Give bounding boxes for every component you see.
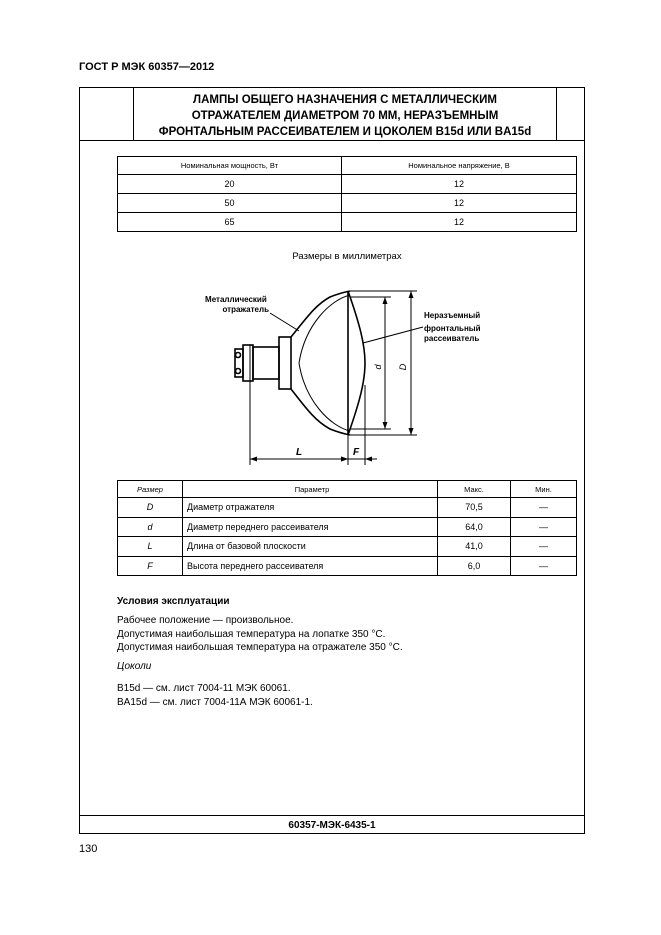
table-cell: L: [118, 537, 183, 557]
label-line: Металлический: [205, 295, 267, 304]
page-number: 130: [79, 843, 98, 855]
table-cell: 12: [342, 194, 577, 213]
document-header: ГОСТ Р МЭК 60357—2012: [79, 61, 215, 73]
table-cell: —: [511, 556, 577, 576]
text-line: Допустимая наибольшая температура на лопатке 350 °С.: [117, 628, 386, 640]
table-cell: Высота переднего рассеивателя: [183, 556, 438, 576]
title-line: ОТРАЖАТЕЛЕМ ДИАМЕТРОМ 70 ММ, НЕРАЗЪЕМНЫМ: [191, 110, 499, 122]
front-diffuser: [348, 291, 365, 435]
dimension-label-D: D: [398, 363, 408, 371]
sheet-code: 60357-МЭК-6435-1: [288, 820, 376, 831]
label-line: рассеиватель: [424, 334, 480, 343]
text-line: BA15d — см. лист 7004-11А МЭК 60061-1.: [117, 696, 313, 708]
text-line: Рабочее положение — произвольное.: [117, 615, 294, 626]
label-line: отражатель: [222, 305, 269, 314]
table-cell: Диаметр переднего рассеивателя: [183, 517, 438, 537]
table-cell: F: [118, 556, 183, 576]
column-header: Номинальное напряжение, В: [342, 157, 577, 175]
sockets-text: [117, 682, 313, 709]
dimensions-caption: Размеры в миллиметрах: [292, 251, 402, 262]
table-cell: 12: [342, 175, 577, 194]
table-cell: 6,0: [438, 556, 511, 576]
table-cell: 20: [118, 175, 342, 194]
frame-divider: [80, 815, 584, 816]
reflector-outline: [291, 291, 350, 435]
lamp-diagram: [195, 285, 495, 470]
column-header: Макс.: [438, 481, 511, 498]
table-header-row: [118, 481, 577, 498]
label-line: Неразъемный: [424, 311, 481, 320]
dimension-label-F: F: [352, 447, 360, 458]
parameters-table: [117, 480, 577, 576]
reflector-label: [205, 295, 269, 314]
power-table: [117, 156, 577, 232]
table-cell: D: [118, 498, 183, 518]
table-row: [118, 213, 577, 232]
reflector-inner: [299, 295, 350, 431]
text-line: B15d — см. лист 7004-11 МЭК 60061.: [117, 683, 291, 694]
table-cell: —: [511, 517, 577, 537]
title-line: ЛАМПЫ ОБЩЕГО НАЗНАЧЕНИЯ С МЕТАЛЛИЧЕСКИМ: [193, 94, 497, 106]
lamp-socket: [235, 337, 291, 389]
column-header: Параметр: [183, 481, 438, 498]
sockets-heading: Цоколи: [117, 661, 152, 672]
table-row: [118, 498, 577, 518]
table-row: [118, 517, 577, 537]
table-row: [118, 194, 577, 213]
table-cell: Длина от базовой плоскости: [183, 537, 438, 557]
table-cell: d: [118, 517, 183, 537]
table-cell: 41,0: [438, 537, 511, 557]
table-cell: 64,0: [438, 517, 511, 537]
leader-line: [363, 327, 423, 343]
table-row: [118, 556, 577, 576]
table-cell: 50: [118, 194, 342, 213]
table-cell: 70,5: [438, 498, 511, 518]
table-cell: —: [511, 498, 577, 518]
table-cell: 12: [342, 213, 577, 232]
frame-divider: [80, 140, 584, 141]
table-row: [118, 175, 577, 194]
label-line: фронтальный: [424, 324, 481, 333]
dimension-label-d: d: [373, 364, 383, 370]
column-header: Номинальная мощность, Вт: [118, 157, 342, 175]
conditions-heading: Условия эксплуатации: [117, 596, 230, 607]
conditions-text: [117, 614, 403, 655]
table-row: [118, 537, 577, 557]
text-line: Допустимая наибольшая температура на отражателе 350 °С.: [117, 642, 403, 653]
leader-line: [270, 313, 299, 331]
diffuser-label: [424, 311, 483, 343]
title-line: ФРОНТАЛЬНЫМ РАССЕИВАТЕЛЕМ И ЦОКОЛЕМ B15d ИЛИ BA15d: [158, 126, 532, 138]
table-cell: 65: [118, 213, 342, 232]
sheet-title: [133, 92, 557, 140]
table-cell: —: [511, 537, 577, 557]
dimension-label-L: L: [295, 447, 303, 458]
table-header-row: [118, 157, 577, 175]
column-header: Размер: [118, 481, 183, 498]
column-header: Мин.: [511, 481, 577, 498]
table-cell: Диаметр отражателя: [183, 498, 438, 518]
